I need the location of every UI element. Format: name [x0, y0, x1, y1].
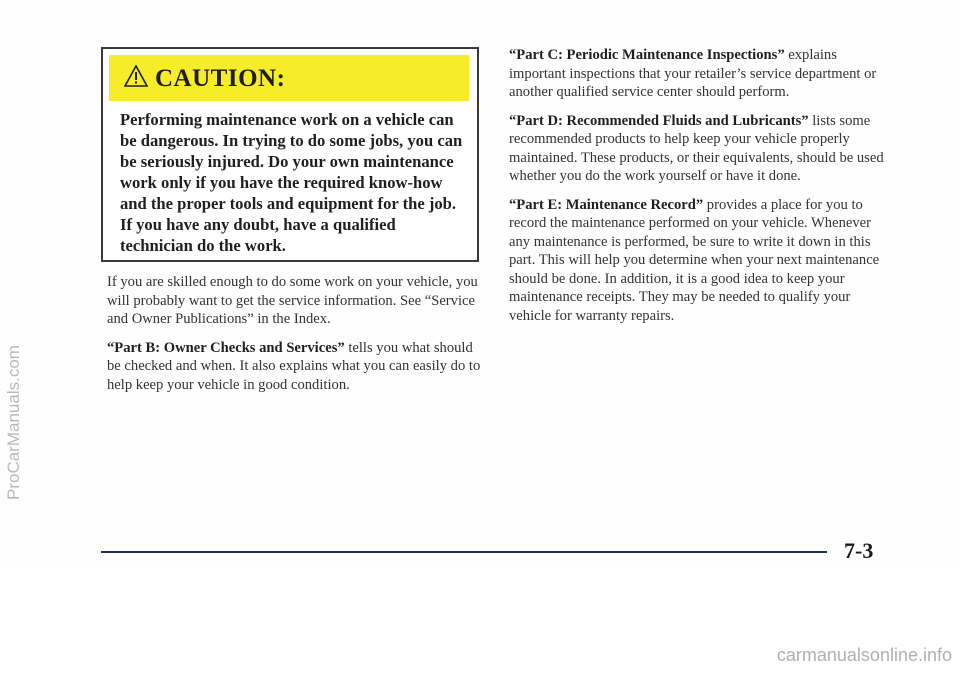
- part-d-heading: “Part D: Recommended Fluids and Lubricants”: [509, 112, 809, 129]
- page-number: 7-3: [844, 538, 874, 563]
- footer-rule: [101, 551, 827, 553]
- part-c-text: explains important inspections that your retailer’s service department or another qualified service center should perform.: [509, 47, 877, 100]
- part-c-heading: “Part C: Periodic Maintenance Inspections”: [509, 47, 785, 63]
- part-d-paragraph: [509, 112, 889, 186]
- part-b-heading: “Part B: Owner Checks and Services”: [107, 339, 345, 356]
- caution-header: [109, 55, 469, 101]
- footer-site-watermark: carmanualsonline.info: [776, 645, 952, 665]
- right-column: [509, 46, 889, 335]
- part-e-text: provides a place for you to record the maintenance performed on your vehicle. Whenever any maintenance is performed, be sure to write it down in this part. This will help you determine when your next maintenance should be done. In addition, it is a good idea to keep your maintenance receipts. They may be needed to qualify your vehicle for warranty repairs.: [509, 196, 880, 324]
- part-e-heading: “Part E: Maintenance Record”: [509, 196, 704, 213]
- intro-paragraph: If you are skilled enough to do some work on your vehicle, you will probably want to get the service information. See “Service and Owner Publications” in the Index.: [107, 274, 478, 327]
- caution-text: Performing maintenance work on a vehicle can be dangerous. In trying to do some jobs, you can be seriously injured. Do your own maintenance work only if you have the required know-how and the proper tools and equipment for the job. If you have any doubt, have a qualified technician do the work.: [120, 110, 463, 255]
- part-e-paragraph: [509, 196, 889, 326]
- left-column: [107, 273, 487, 404]
- part-c-paragraph: [509, 46, 889, 102]
- part-b-paragraph: [107, 339, 487, 395]
- warning-triangle-icon: [124, 65, 148, 87]
- part-b-text: tells you what should be checked and when. It also explains what you can easily do to help keep your vehicle in good condition.: [107, 339, 481, 393]
- caution-title: CAUTION:: [155, 65, 286, 92]
- part-d-text: lists some recommended products to help keep your vehicle properly maintained. These products, or their equivalents, should be used whether you do the work yourself or have it done.: [509, 112, 884, 184]
- caution-box: [101, 47, 479, 262]
- side-watermark: ProCarManuals.com: [4, 345, 23, 500]
